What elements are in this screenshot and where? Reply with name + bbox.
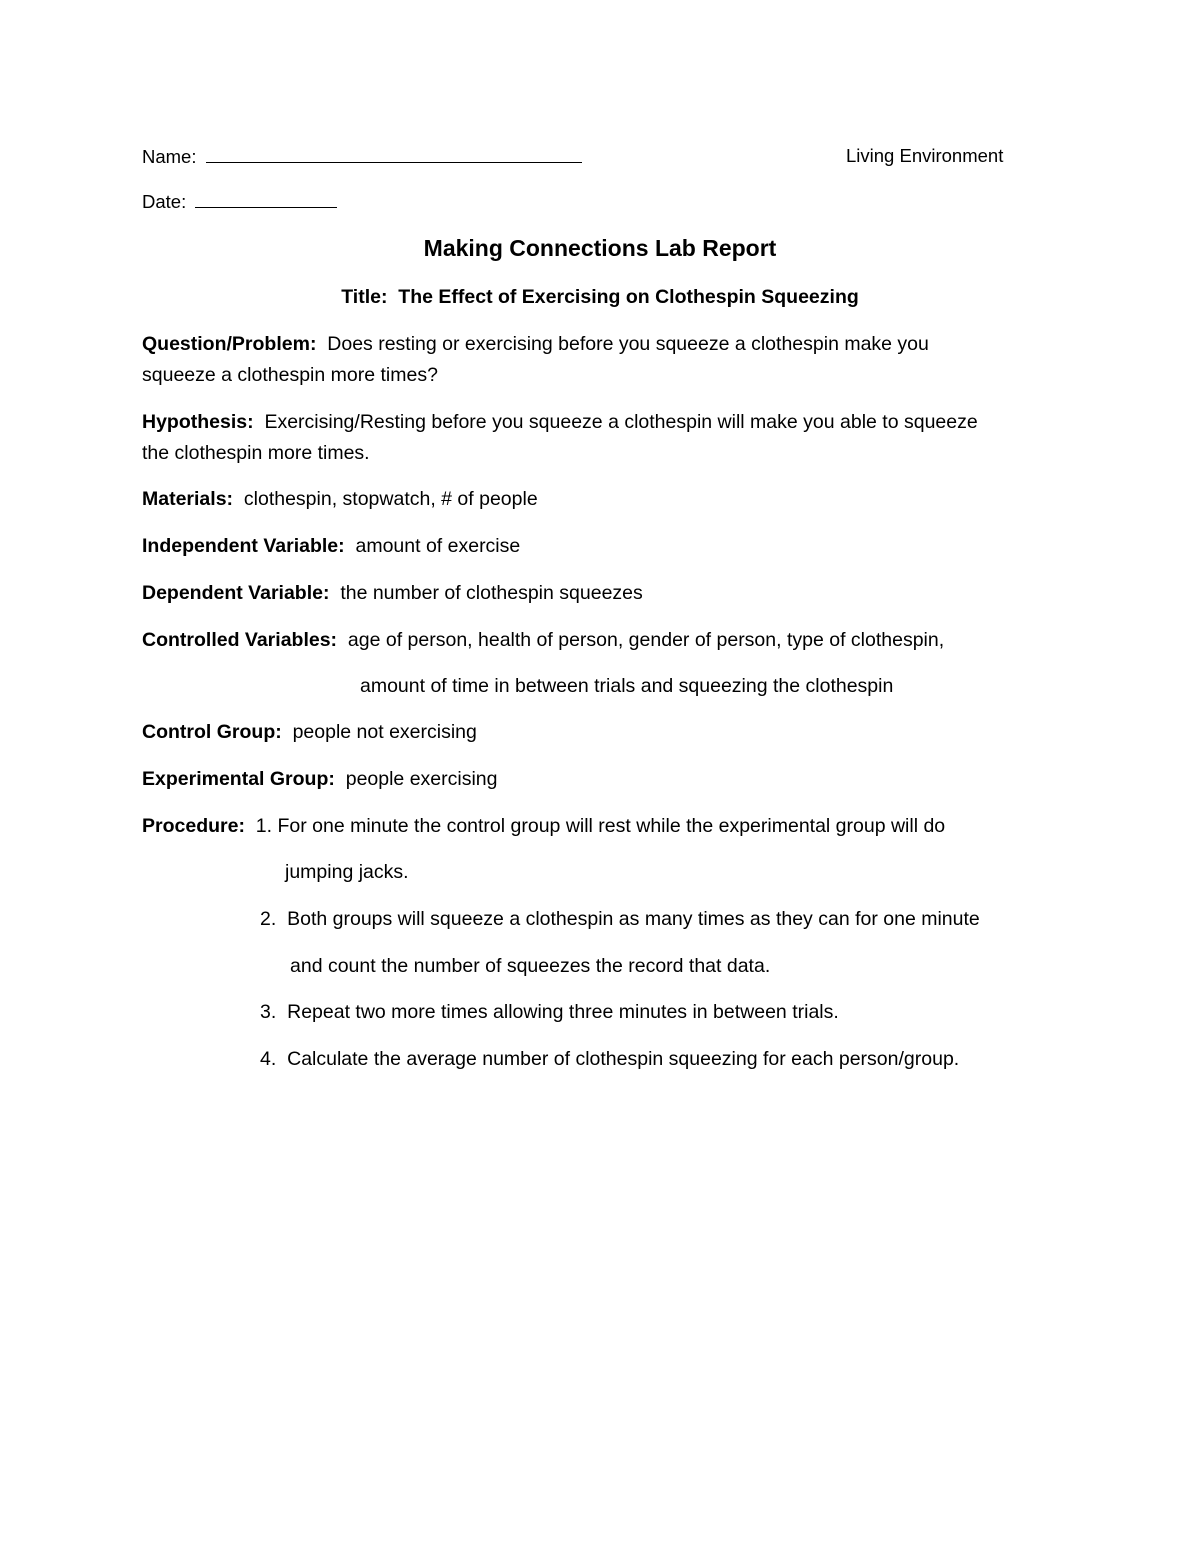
question-label: Question/Problem: [142, 333, 317, 355]
experimental-group-value: people exercising [345, 768, 498, 790]
independent-variable-row [142, 534, 520, 558]
procedure-step-text: and count the number of squeezes the record that data. [290, 955, 771, 977]
question-text-line1: Does resting or exercising before you squeeze a clothespin make you [327, 333, 929, 355]
procedure-step [260, 1000, 839, 1024]
course-name: Living Environment [846, 145, 1004, 166]
hypothesis-row [142, 410, 978, 434]
hypothesis-text-line1: Exercising/Resting before you squeeze a clothespin will make you able to squeeze [264, 411, 978, 433]
dependent-variable-row [142, 581, 643, 605]
materials-row [142, 487, 538, 511]
name-label: Name: [142, 146, 197, 167]
dependent-variable-label: Dependent Variable: [142, 582, 330, 604]
control-group-value: people not exercising [292, 721, 477, 743]
hypothesis-label: Hypothesis: [142, 411, 254, 433]
procedure-label: Procedure: [142, 815, 245, 837]
procedure-step-text: Repeat two more times allowing three minutes in between trials. [287, 1001, 839, 1023]
report-title: Making Connections Lab Report [423, 235, 777, 261]
experimental-group-row [142, 767, 497, 791]
controlled-variables-row [142, 628, 944, 652]
procedure-step-number: 4. [260, 1048, 277, 1070]
hypothesis-text-line2: the clothespin more times. [142, 442, 370, 464]
control-group-row [142, 720, 477, 744]
date-blank[interactable] [195, 189, 337, 208]
procedure-step-number: 3. [260, 1001, 277, 1023]
date-row [142, 189, 337, 214]
dependent-variable-value: the number of clothespin squeezes [340, 582, 643, 604]
title-row [0, 285, 1200, 309]
procedure-step-text: Both groups will squeeze a clothespin as many times as they can for one minute [287, 908, 980, 930]
controlled-variables-label: Controlled Variables: [142, 629, 338, 651]
procedure-row [142, 814, 945, 838]
procedure-step [260, 907, 980, 931]
procedure-step-text: For one minute the control group will rest while the experimental group will do [277, 815, 946, 837]
title-value: The Effect of Exercising on Clothespin Squeezing [398, 286, 859, 308]
procedure-step-number: 1. [255, 815, 273, 837]
materials-value: clothespin, stopwatch, # of people [243, 488, 538, 510]
date-label: Date: [142, 191, 187, 212]
experimental-group-label: Experimental Group: [142, 768, 335, 790]
procedure-step-number: 2. [260, 908, 277, 930]
independent-variable-label: Independent Variable: [142, 535, 345, 557]
control-group-label: Control Group: [142, 721, 282, 743]
name-row [142, 144, 582, 169]
name-blank[interactable] [206, 144, 582, 163]
question-text-line2: squeeze a clothespin more times? [142, 364, 438, 386]
controlled-variables-line2: amount of time in between trials and squeezing the clothespin [360, 675, 894, 697]
procedure-step-text: jumping jacks. [285, 861, 409, 883]
procedure-step [260, 1047, 959, 1071]
controlled-variables-line1: age of person, health of person, gender of person, type of clothespin, [347, 629, 945, 651]
materials-label: Materials: [142, 488, 234, 510]
question-row [142, 332, 929, 356]
title-label: Title: [341, 286, 388, 308]
independent-variable-value: amount of exercise [355, 535, 521, 557]
procedure-step-text: Calculate the average number of clothespin squeezing for each person/group. [287, 1048, 960, 1070]
